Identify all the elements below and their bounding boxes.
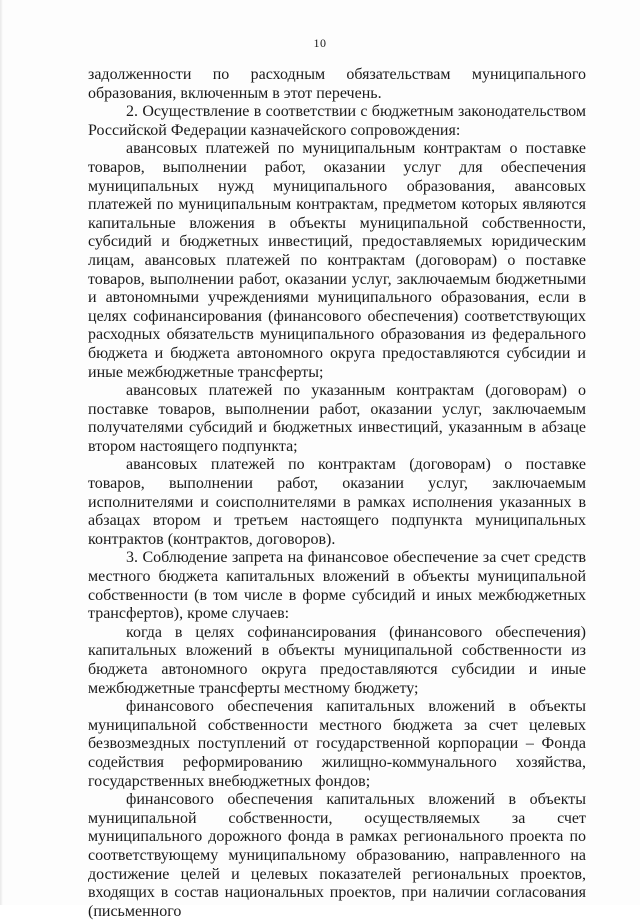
paragraph-exception-road-fund: финансового обеспечения капитальных вложений в объекты муниципальной собственности, осуществляемых за счет муниципального дорожного фонда в рамках регионального проекта по соответствующему муниципальному образованию, направленного на достижение целей и целевых показателей региональных проектов, входящих в состав национальных проектов, при наличии согласования (письменного [88, 791, 586, 920]
paragraph-treasury-support: 2. Осуществление в соответствии с бюджетным законодательством Российской Федерации казначейского сопровождения: [88, 103, 586, 139]
paragraph-exception-housing-fund: финансового обеспечения капитальных вложений в объекты муниципальной собственности местного бюджета за счет целевых безвозмездных поступлений от государственной корпорации – Фонда содействия реформированию жилищно-коммунального хозяйства, государственных внебюджетных фондов; [88, 698, 586, 790]
paragraph-advance-payments-contractors: авансовых платежей по контрактам (договорам) о поставке товаров, выполнении работ, оказании услуг, заключаемым исполнителями и соисполнителями в рамках исполнения указанных в абзацах втором и третьем настоящего подпункта муниципальных контрактов (контрактов, договоров). [88, 456, 586, 548]
paragraph-exception-cofinancing: когда в целях софинансирования (финансового обеспечения) капитальных вложений в объекты муниципальной собственности из бюджета автономного округа предоставляются субсидии и иные межбюджетные трансферты местному бюджету; [88, 623, 586, 697]
paragraph-advance-payments-recipients: авансовых платежей по указанным контрактам (договорам) о поставке товаров, выполнении работ, оказании услуг, заключаемым получателями субсидий и бюджетных инвестиций, указанным в абзаце втором настоящего подпункта; [88, 382, 586, 455]
paragraph-capital-investment-ban: 3. Соблюдение запрета на финансовое обеспечение за счет средств местного бюджета капитальных вложений в объекты муниципальной собственности (в том числе в форме субсидий и иных межбюджетных трансфертов), кроме случаев: [88, 549, 586, 623]
paragraph-debt-list: задолженности по расходным обязательствам муниципального образования, включенным в этот перечень. [88, 66, 586, 102]
paragraph-advance-payments-municipal: авансовых платежей по муниципальным контрактам о поставке товаров, выполнении работ, оказании услуг для обеспечения муниципальных нужд муниципального образования, авансовых платежей по муниципальным контрактам, предметом которых являются капитальные вложения в объекты муниципальной собственности, субсидий и бюджетных инвестиций, предоставляемых юридическим лицам, авансовых платежей по контрактам (договорам) о поставке товаров, выполнении работ, оказании услуг, заключаемым бюджетными и автономными учреждениями муниципального образования, если в целях софинансирования (финансового обеспечения) соответствующих расходных обязательств муниципального образования из федерального бюджета и бюджета автономного округа предоставляются субсидии и иные межбюджетные трансферты; [88, 140, 586, 381]
page-number: 10 [313, 36, 327, 50]
scan-edge [0, 0, 3, 905]
document-body [88, 66, 586, 921]
